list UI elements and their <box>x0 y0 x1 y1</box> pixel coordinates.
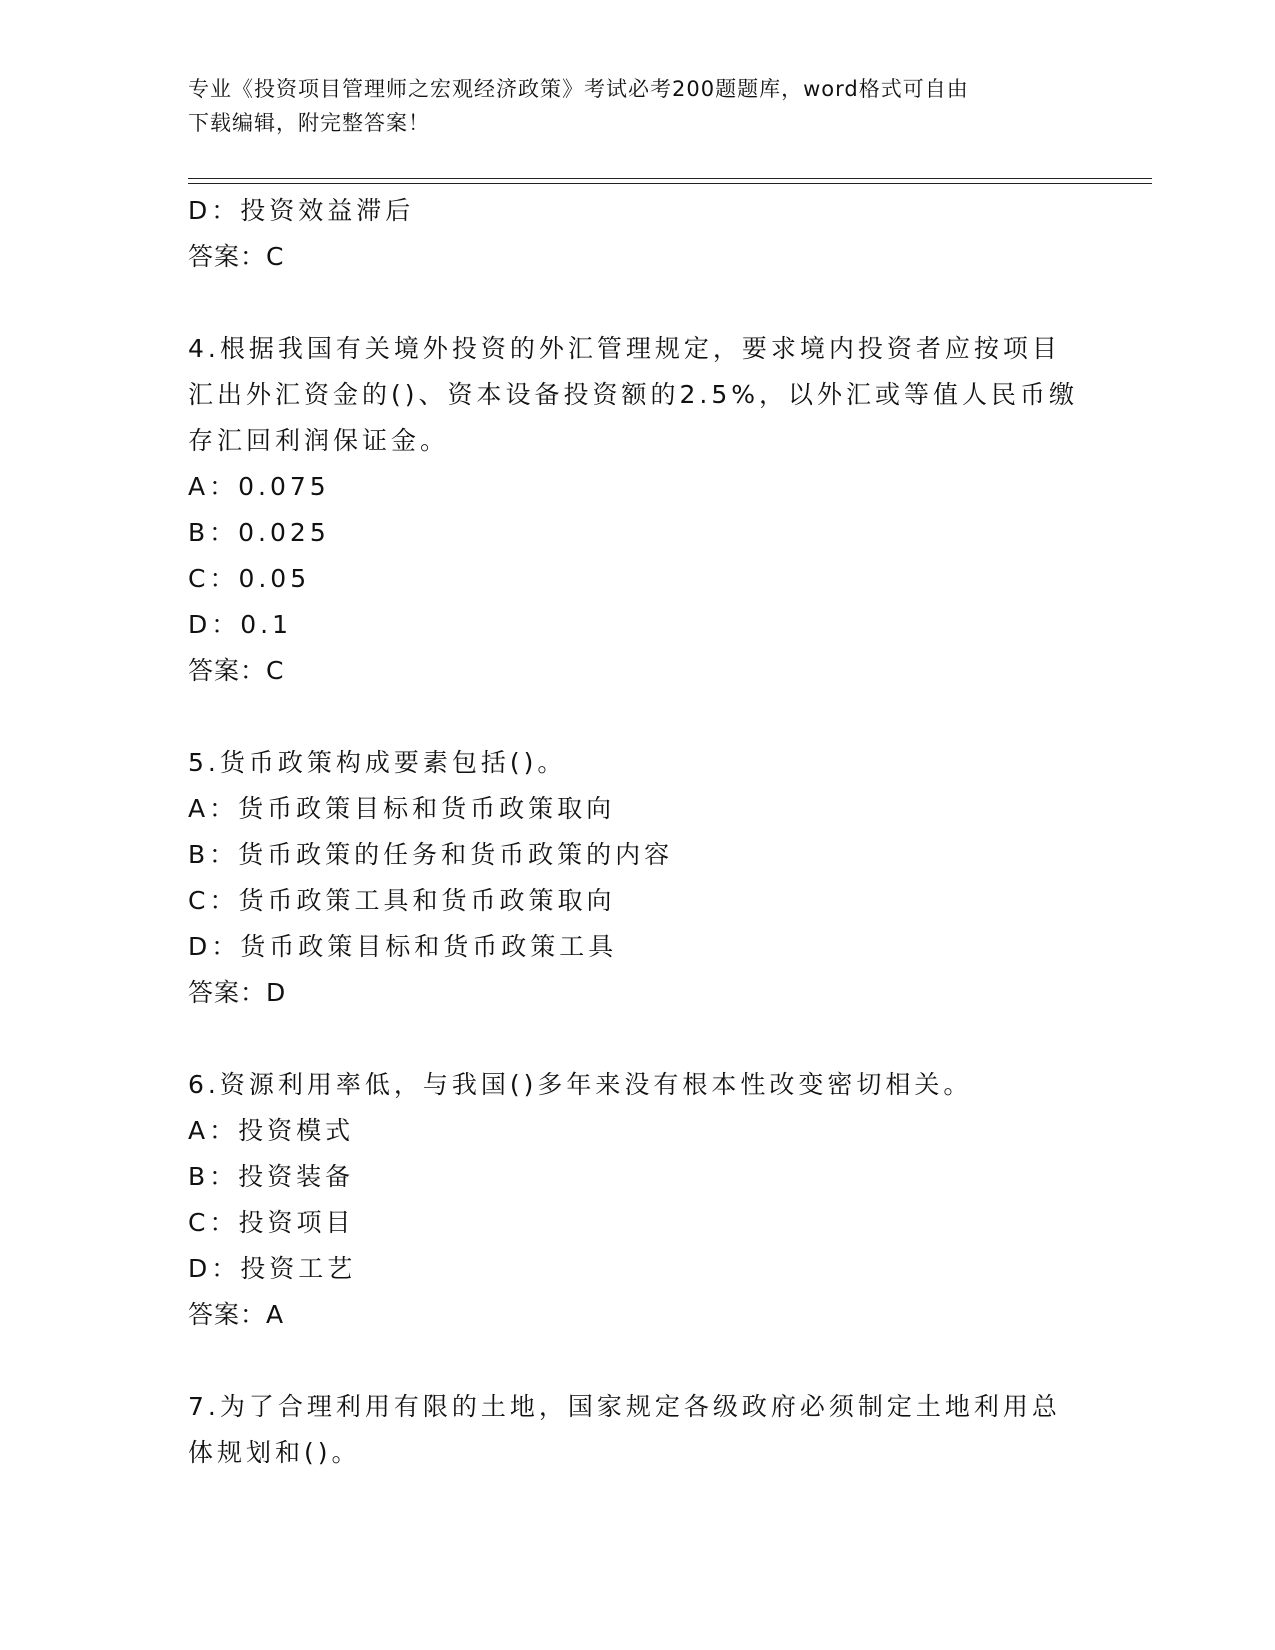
question-stem-line: 4.根据我国有关境外投资的外汇管理规定，要求境内投资者应按项目 <box>188 334 1061 363</box>
header-line-2: 下载编辑，附完整答案！ <box>188 111 430 135</box>
option-b: B：0.025 <box>188 518 330 547</box>
option-a: A：投资模式 <box>188 1116 355 1145</box>
option-c: C：货币政策工具和货币政策取向 <box>188 886 616 915</box>
option-d: D：投资工艺 <box>188 1254 357 1283</box>
answer: 答案：D <box>188 978 287 1007</box>
header-divider-top <box>188 178 1152 179</box>
header-line-1: 专业《投资项目管理师之宏观经济政策》考试必考200题题库，word格式可自由 <box>188 77 969 101</box>
question-stem-line: 存汇回利润保证金。 <box>188 426 450 455</box>
option-d: D：投资效益滞后 <box>188 196 415 225</box>
spacer <box>188 280 1088 326</box>
question-stem-line: 6.资源利用率低，与我国()多年来没有根本性改变密切相关。 <box>188 1070 973 1099</box>
document-header <box>188 72 1068 140</box>
option-c: C：投资项目 <box>188 1208 355 1237</box>
question-6 <box>188 1062 1088 1338</box>
question-stem-line: 汇出外汇资金的()、资本设备投资额的2.5%，以外汇或等值人民币缴 <box>188 380 1079 409</box>
option-b: B：货币政策的任务和货币政策的内容 <box>188 840 674 869</box>
question-stem-line: 体规划和()。 <box>188 1438 361 1467</box>
answer: 答案：A <box>188 1300 285 1329</box>
spacer <box>188 1016 1088 1062</box>
question-4 <box>188 326 1088 694</box>
option-b: B：投资装备 <box>188 1162 355 1191</box>
option-c: C：0.05 <box>188 564 311 593</box>
question-stem-line: 5.货币政策构成要素包括()。 <box>188 748 567 777</box>
spacer <box>188 694 1088 740</box>
answer: 答案：C <box>188 242 285 271</box>
option-d: D：0.1 <box>188 610 293 639</box>
previous-question-tail <box>188 188 1088 280</box>
question-stem-line: 7.为了合理利用有限的土地，国家规定各级政府必须制定土地利用总 <box>188 1392 1061 1421</box>
question-5 <box>188 740 1088 1016</box>
option-a: A：0.075 <box>188 472 330 501</box>
spacer <box>188 1338 1088 1384</box>
answer: 答案：C <box>188 656 285 685</box>
option-a: A：货币政策目标和货币政策取向 <box>188 794 616 823</box>
question-7 <box>188 1384 1088 1476</box>
header-divider-bottom <box>188 183 1152 184</box>
option-d: D：货币政策目标和货币政策工具 <box>188 932 618 961</box>
document-body <box>188 188 1088 1476</box>
